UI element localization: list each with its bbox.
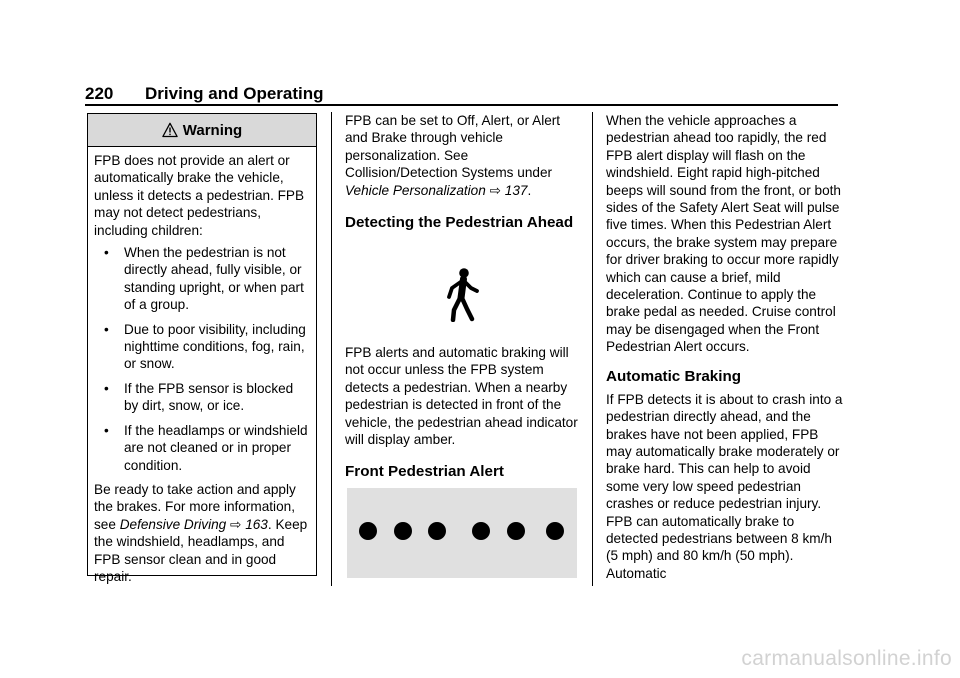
automatic-braking-heading: Automatic Braking	[606, 367, 742, 385]
defensive-driving-link[interactable]: Defensive Driving	[119, 516, 227, 532]
alert-light-dot	[394, 522, 412, 540]
column-divider-right	[592, 112, 593, 586]
warning-bullet-list	[94, 244, 311, 474]
alert-light-dot	[546, 522, 564, 540]
list-item: • Due to poor visibility, including nighttime conditions, fog, rain, or snow.	[102, 321, 311, 373]
under-text: under	[513, 165, 553, 181]
warning-header	[88, 114, 316, 147]
warning-outro: Be ready to take action and apply the brakes. For more information, see Defensive Driving ⇨ 163. Keep the windshield, headlamps, and FPB sensor clean and in good repair.	[94, 481, 308, 584]
pedestrian-alert-display	[347, 488, 577, 578]
alert-light-dot	[507, 522, 525, 540]
automatic-braking-paragraph: If FPB detects it is about to crash into a pedestrian directly ahead, and the brakes have not been applied, FPB may automatically brake moderately or brake hard. This can help to avoid some very low speed pedestrian crashes or reduce pedestrian injury. FPB can automatically brake to detected pedestrians between 8 km/h (5 mph) and 80 km/h (50 mph). Automatic	[606, 391, 843, 581]
pedestrian-ahead-icon	[444, 268, 480, 322]
list-item: • If the FPB sensor is blocked by dirt, snow, or ice.	[102, 380, 311, 415]
alert-light-dot	[359, 522, 377, 540]
alert-light-dot	[428, 522, 446, 540]
reference-arrow-icon: ⇨	[489, 182, 501, 198]
warning-intro: FPB does not provide an alert or automatically brake the vehicle, unless it detects a pedestrian. FPB may not detect pedestrians, including children:	[94, 153, 305, 238]
warning-triangle-icon	[162, 122, 178, 138]
vehicle-personalization-link[interactable]: Vehicle Personalization	[345, 182, 486, 198]
alert-light-dot	[472, 522, 490, 540]
column-divider-left	[331, 112, 332, 586]
warning-outro-text-2: Keep the windshield, headlamps, and FPB sensor clean and in good repair.	[94, 516, 308, 584]
detecting-paragraph: FPB alerts and automatic braking will not occur unless the FPB system detects a pedestrian. When a nearby pedestrian is detected in front of the vehicle, the pedestrian ahead indicator will display amber.	[345, 345, 578, 448]
header-rule	[85, 104, 838, 106]
page-number: 220	[85, 84, 114, 103]
warning-outro-text: Be ready to take action and apply the brakes. For more information, see	[94, 481, 296, 532]
personalization-paragraph: FPB can be set to Off, Alert, or Alert and Brake through vehicle personalization. See Collision/Detection Systems under Vehicle Personalization ⇨ 137.	[345, 113, 561, 198]
list-item: • If the headlamps or windshield are not cleaned or in proper condition.	[102, 422, 311, 474]
list-item: • When the pedestrian is not directly ahead, fully visible, or standing upright, or when part of a group.	[102, 244, 311, 314]
warning-title: Warning	[182, 121, 243, 139]
reference-page[interactable]: 137	[504, 182, 528, 198]
reference-arrow-icon: ⇨	[230, 516, 242, 532]
front-alert-heading: Front Pedestrian Alert	[345, 463, 504, 481]
section-title: Driving and Operating	[145, 84, 324, 103]
warning-body	[88, 147, 316, 585]
personalization-text: FPB can be set to Off, Alert, or Alert and Brake through vehicle personalization. See	[345, 113, 561, 163]
detecting-heading: Detecting the Pedestrian Ahead	[345, 214, 574, 232]
watermark: carmanualsonline.info	[741, 647, 952, 670]
collision-systems-ref[interactable]: Collision/Detection Systems	[345, 165, 514, 181]
page-header	[85, 84, 838, 104]
right-column	[606, 112, 844, 582]
warning-box	[87, 113, 317, 584]
reference-page[interactable]: 163	[245, 516, 268, 532]
pedestrian-alert-paragraph: When the vehicle approaches a pedestrian ahead too rapidly, the red FPB alert display will flash on the windshield. Eight rapid high-pitched beeps will sound from the front, or both sides of the Safety Alert Seat will pulse five times. When this Pedestrian Alert occurs, the brake system may prepare for driver braking to occur more rapidly which can cause a brief, mild deceleration. Continue to apply the brake pedal as needed. Cruise control may be disengaged when the Front Pedestrian Alert occurs.	[606, 113, 841, 355]
